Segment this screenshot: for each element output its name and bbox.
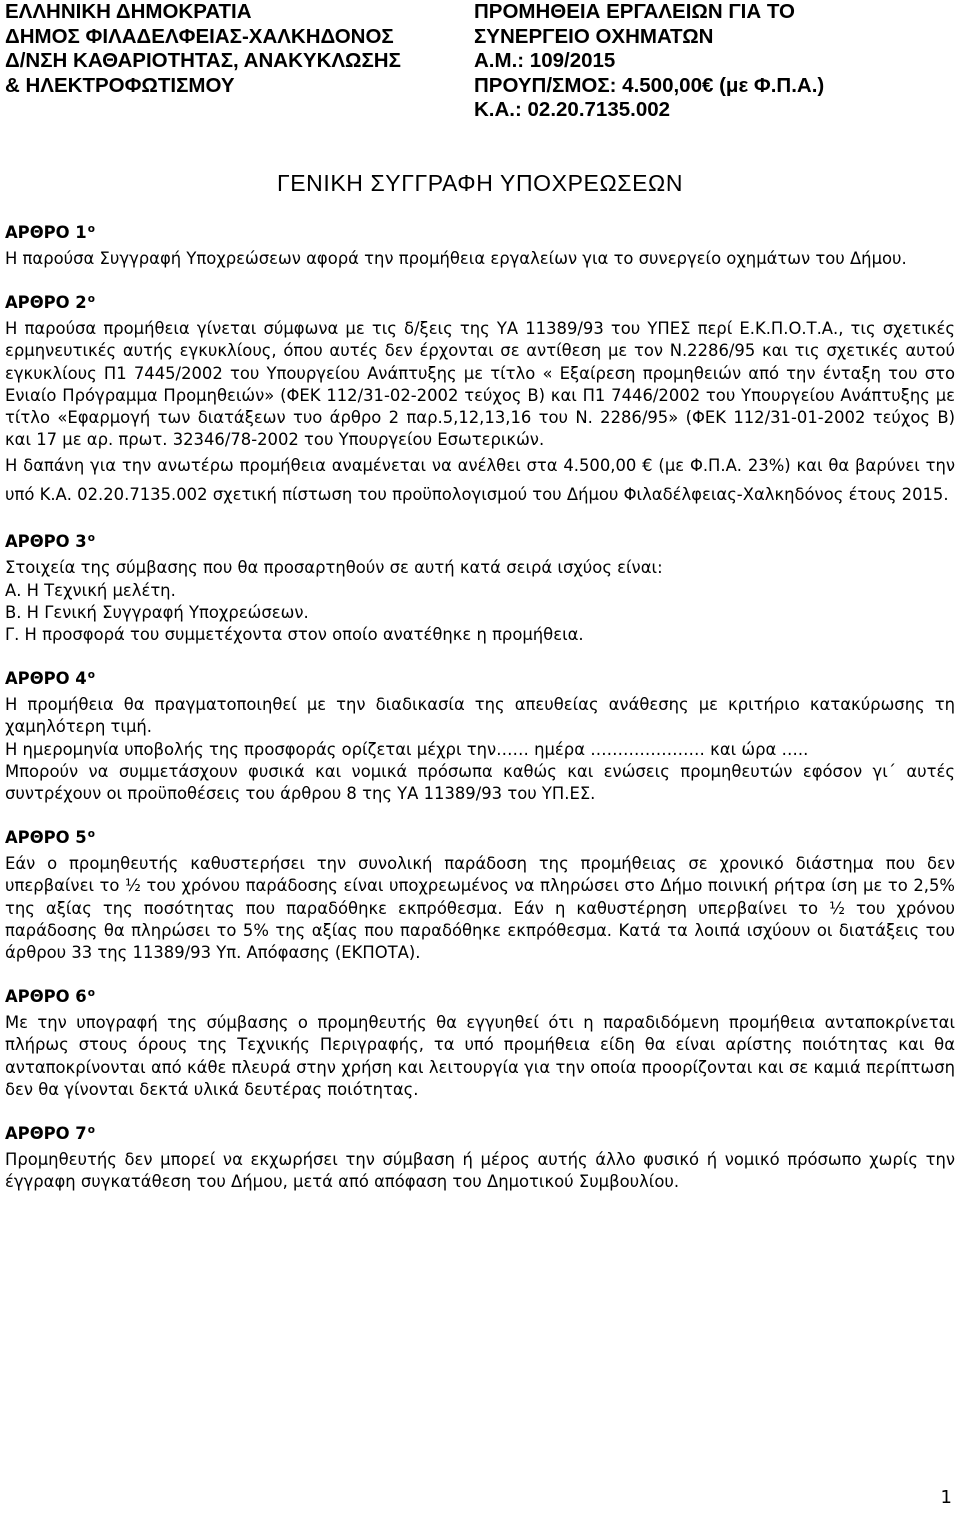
document-title: ΓΕΝΙΚΗ ΣΥΓΓΡΑΦΗ ΥΠΟΧΡΕΩΣΕΩΝ bbox=[276, 170, 684, 196]
header-left-line: ΕΛΛΗΝΙΚΗ ΔΗΜΟΚΡΑΤΙΑ bbox=[5, 0, 252, 23]
page-number: 1 bbox=[940, 1487, 952, 1508]
article-2 bbox=[5, 292, 955, 509]
article-heading: ΑΡΘΡΟ $1^o$ bbox=[5, 223, 95, 242]
header-right-line: ΠΡΟΥΠ/ΣΜΟΣ: 4.500,00€ (με Φ.Π.Α.) bbox=[474, 73, 825, 97]
header-right bbox=[474, 0, 954, 123]
article-6 bbox=[5, 986, 955, 1101]
header-left bbox=[5, 0, 435, 98]
article-heading: ΑΡΘΡΟ $6^o$ bbox=[5, 987, 95, 1007]
article-paragraph: Η παρούσα προμήθεια γίνεται σύμφωνα με τις δ/ξεις της ΥΑ 11389/93 του ΥΠΕΣ περί Ε.Κ.Π.Ο.Τ.Α., τις σχετικές ερμηνευτικές αυτής εγκυκλίους, όπου αυτές δεν έρχονται σε αντίθεση με τον Ν.2286/95 και τις σχετικές αυτού εγκυκλίους Π1 7445/2002 του Υπουργείου Ανάπτυξης με τίτλο « Εξαίρεση προμηθειών από την ένταξη του στο Ενιαίο Πρόγραμμα Προμηθειών» (ΦΕΚ 112/31-02-2002 τεύχος Β) και Π1 7446/2002 του Υπουργείου Ανάπτυξης με τίτλο «Εφαρμογή των διατάξεων τυο άρθρο 2 παρ.5,12,13,16 του Ν. 2286/95» (ΦΕΚ 112/31-01-2002 τεύχος Β) και 17 με αρ. πρωτ. 32346/78-2002 του Υπουργείου Εσωτερικών. bbox=[5, 319, 955, 450]
article-4 bbox=[5, 668, 955, 805]
header-right-line: ΣΥΝΕΡΓΕΙΟ ΟΧΗΜΑΤΩΝ bbox=[474, 24, 714, 48]
article-3 bbox=[5, 531, 955, 646]
header-left-line: ΔΗΜΟΣ ΦΙΛΑΔΕΛΦΕΙΑΣ-ΧΑΛΚΗΔΟΝΟΣ bbox=[5, 24, 394, 48]
article-paragraph: Η παρούσα Συγγραφή Υποχρεώσεων αφορά την προμήθεια εργαλείων για το συνεργείο οχημάτων του Δήμου. bbox=[5, 249, 907, 268]
header-right-line: Α.Μ.: 109/2015 bbox=[474, 49, 616, 72]
header-right-line: ΠΡΟΜΗΘΕΙΑ ΕΡΓΑΛΕΙΩΝ ΓΙΑ ΤΟ bbox=[474, 0, 795, 23]
article-paragraph: Με την υπογραφή της σύμβασης ο προμηθευτής θα εγγυηθεί ότι η παραδιδόμενη προμήθεια ανταποκρίνεται πλήρως στους όρους της Τεχνικής Περιγραφής, τα υπό προμήθεια είδη θα είναι αρίστης ποιότητας και θα ανταποκρίνονται από κάθε πλευρά στην χρήση και λειτουργία για την οποία προορίζονται και σε καμιά περίπτωση δεν θα γίνονται δεκτά υλικά δευτέρας ποιότητας. bbox=[5, 1013, 955, 1099]
article-list-item: Β. Η Γενική Συγγραφή Υποχρεώσεων. bbox=[5, 602, 309, 622]
article-paragraph: Η προμήθεια θα πραγματοποιηθεί με την διαδικασία της απευθείας ανάθεσης με κριτήριο κατακύρωσης τη χαμηλότερη τιμή. bbox=[5, 695, 955, 737]
article-list-item: Γ. Η προσφορά του συμμετέχοντα στον οποίο ανατέθηκε η προμήθεια. bbox=[5, 625, 584, 645]
header-left-line: & ΗΛΕΚΤΡΟΦΩΤΙΣΜΟΥ bbox=[5, 73, 235, 97]
article-1 bbox=[5, 222, 955, 270]
article-heading: ΑΡΘΡΟ $4^o$ bbox=[5, 669, 95, 689]
header-left-line: Δ/ΝΣΗ ΚΑΘΑΡΙΟΤΗΤΑΣ, ΑΝΑΚΥΚΛΩΣΗΣ bbox=[5, 49, 401, 72]
article-list-item: Α. Η Τεχνική μελέτη. bbox=[5, 580, 176, 600]
header-right-line: Κ.Α.: 02.20.7135.002 bbox=[474, 98, 671, 121]
article-paragraph: Η ημερομηνία υποβολής της προσφοράς ορίζεται μέχρι την…… ημέρα ………………… και ώρα ….. bbox=[5, 739, 809, 759]
article-paragraph: Προμηθευτής δεν μπορεί να εκχωρήσει την σύμβαση ή μέρος αυτής άλλο φυσικό ή νομικό πρόσωπο χωρίς την έγγραφη συγκατάθεση του Δήμου, μετά από απόφαση του Δημοτικού Συμβουλίου. bbox=[5, 1150, 955, 1192]
article-heading: ΑΡΘΡΟ $5^o$ bbox=[5, 828, 95, 848]
article-paragraph: Η δαπάνη για την ανωτέρω προμήθεια αναμένεται να ανέλθει στα 4.500,00 € (με Φ.Π.Α. 23%) και θα βαρύνει την υπό Κ.Α. 02.20.7135.002 σχετική πίστωση του προϋπολογισμού του Δήμου Φιλαδέλφειας-Χαλκηδόνος έτους 2015. bbox=[5, 456, 955, 505]
article-paragraph: Μπορούν να συμμετάσχουν φυσικά και νομικά πρόσωπα καθώς και ενώσεις προμηθευτών εφόσον γι΄ αυτές συντρέχουν οι προϋποθέσεις του άρθρου 8 της ΥΑ 11389/93 του ΥΠ.ΕΣ. bbox=[5, 761, 955, 804]
article-heading: ΑΡΘΡΟ $3^o$ bbox=[5, 532, 95, 552]
article-paragraph: Στοιχεία της σύμβασης που θα προσαρτηθούν σε αυτή κατά σειρά ισχύος είναι: bbox=[5, 558, 663, 578]
document-body bbox=[5, 222, 955, 1215]
article-heading: ΑΡΘΡΟ $7^o$ bbox=[5, 1124, 95, 1144]
article-paragraph: Εάν ο προμηθευτής καθυστερήσει την συνολική παράδοση της προμήθειας σε χρονικό διάστημα που δεν υπερβαίνει το ½ του χρόνου παράδοσης είναι υποχρεωμένος να πληρώσει στο Δήμο ποινική ρήτρα ίση με το 2,5% της αξίας της ποσότητας που παραδόθηκε εκπρόθεσμα. Εάν η καθυστέρηση υπερβαίνει το ½ του χρόνου παράδοσης θα πληρώσει το 5% της αξίας που παραδόθηκε εκπρόθεσμα. Κατά τα λοιπά ισχύουν οι διατάξεις του άρθρου 33 της 11389/93 Υπ. Απόφασης (ΕΚΠΟΤΑ). bbox=[5, 854, 955, 963]
article-7 bbox=[5, 1123, 955, 1193]
article-heading: ΑΡΘΡΟ $2^o$ bbox=[5, 293, 95, 313]
article-5 bbox=[5, 827, 955, 964]
